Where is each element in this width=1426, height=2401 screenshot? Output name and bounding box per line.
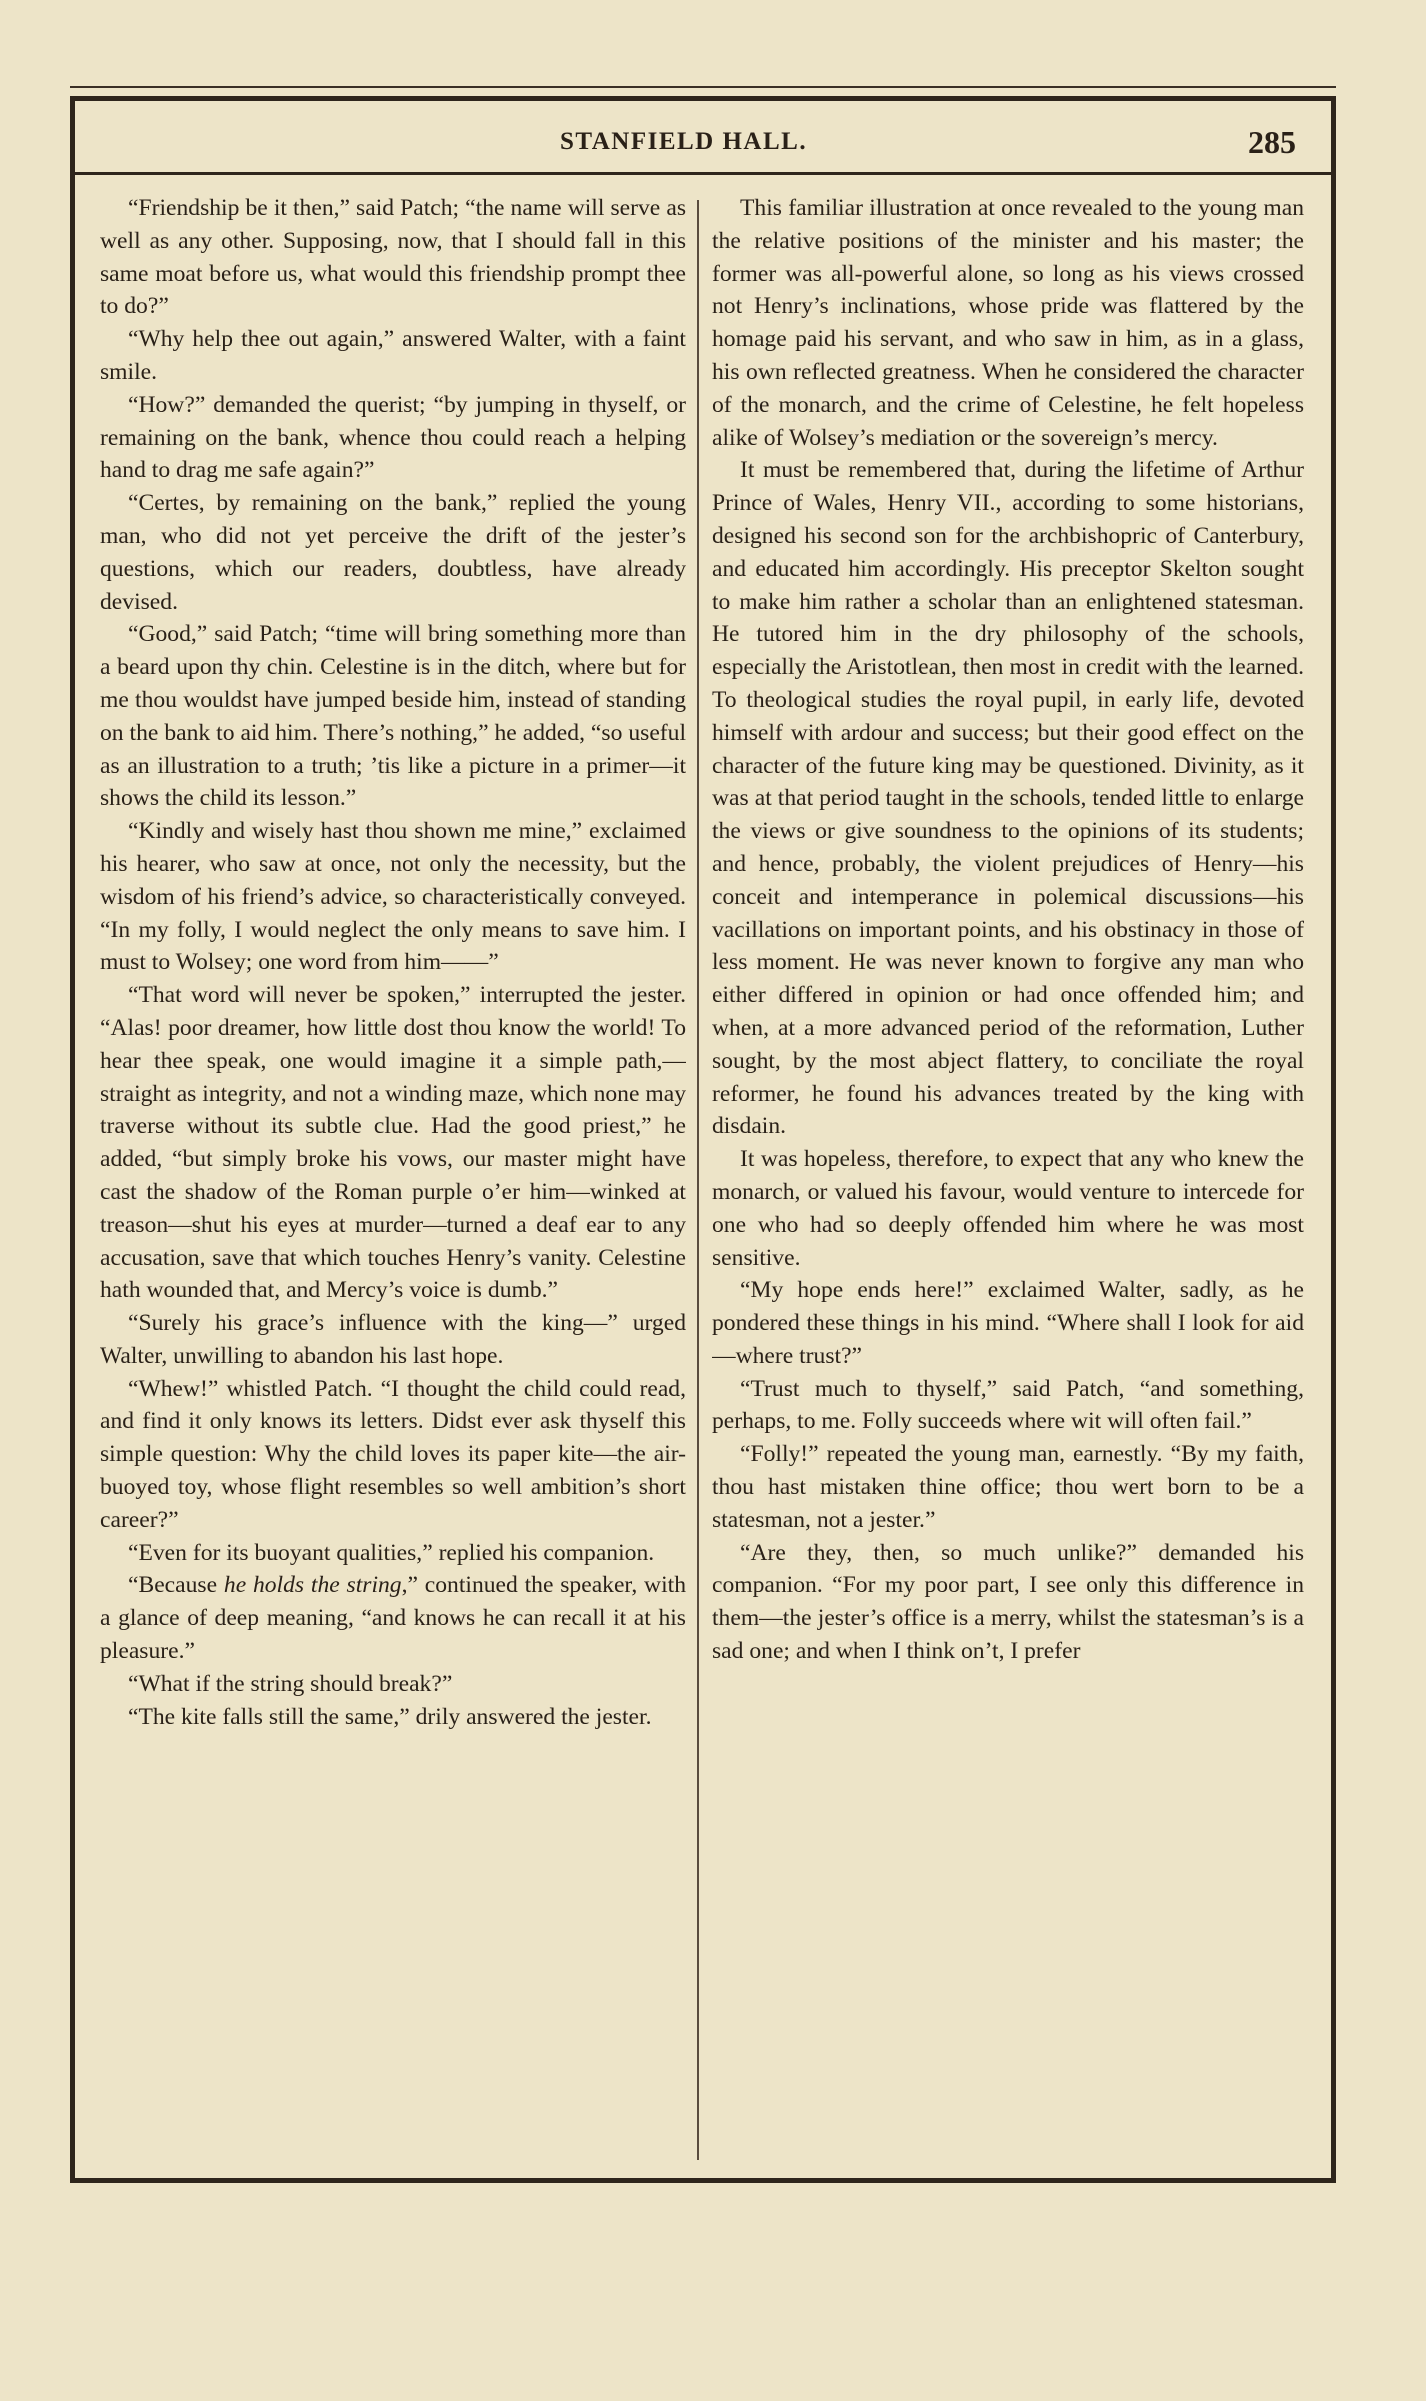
paragraph: “How?” demanded the querist; “by jumping in thyself, or remaining on the bank, whence thou could reach a helping hand to drag me safe again?” <box>100 391 686 484</box>
header-rule <box>70 172 1336 175</box>
paragraph: It was hopeless, therefore, to expect that any who knew the monarch, or valued his favour, would venture to intercede for one who had so deeply offended him where he was most sensitive. <box>712 1146 1304 1271</box>
column-divider <box>697 200 699 2160</box>
paragraph: “What if the string should break?” <box>128 1670 453 1697</box>
kite-text-italic: he holds the string <box>223 1572 402 1599</box>
paragraph: “Certes, by remaining on the bank,” replied the young man, who did not yet perceive the drift of the jester’s questions, which our readers, doubtless, have already devised. <box>100 490 686 615</box>
paragraph: “My hope ends here!” exclaimed Walter, sadly, as he pondered these things in his mind. “Where shall I look for aid—where trust?” <box>712 1277 1304 1369</box>
kite-text-before: “Because <box>128 1572 224 1599</box>
paragraph: “Why help thee out again,” answered Walter, with a faint smile. <box>100 326 686 385</box>
paragraph: It must be remembered that, during the lifetime of Arthur Prince of Wales, Henry VII., according to some historians, designed his second son for the archbishopric of Canterbury, and educated him accordingly. His preceptor Skelton sought to make him rather a scholar than an enlightened statesman. He tutored him in the dry philosophy of the schools, especially the Aristotlean, then most in credit with the learned. To theological studies the royal pupil, in early life, devoted himself with ardour and success; but their good effect on the character of the future king may be questioned. Divinity, as it was at that period taught in the schools, tended little to enlarge the views or give soundness to the opinions of its students; and hence, probably, the violent prejudices of Henry—his conceit and intemperance in polemical discussions—his vacillations on important points, and his obstinacy in those of less moment. He was never known to forgive any man who either differed in opinion or had once offended him; and when, at a more advanced period of the reformation, Luther sought, by the most abject flattery, to conciliate the royal reformer, he found his advances treated by the king with disdain. <box>712 457 1304 1140</box>
paragraph: This familiar illustration at once revealed to the young man the relative positions of the minister and his master; the former was all-powerful alone, so long as his views crossed not Henry’s inclinations, whose pride was flattered by the homage paid his servant, and who saw in him, as in a glass, his own reflected greatness. When he considered the character of the monarch, and the crime of Celestine, he felt hopeless alike of Wolsey’s mediation or the sovereign’s mercy. <box>712 195 1304 451</box>
paragraph: “Whew!” whistled Patch. “I thought the child could read, and find it only knows its letters. Didst ever ask thyself this simple question: Why the child loves its paper kite—the air-buoyed toy, whose flight resembles so well ambition’s short career?” <box>100 1375 686 1533</box>
paragraph: “Friendship be it then,” said Patch; “the name will serve as well as any other. Supposing, now, that I should fall in this same moat before us, what would this friendship prompt thee to do?” <box>100 195 686 320</box>
paragraph: “Kindly and wisely hast thou shown me mine,” exclaimed his hearer, who saw at once, not only the necessity, but the wisdom of his friend’s advice, so characteristically conveyed. “In my folly, I would neglect the only means to save him. I must to Wolsey; one word from him——” <box>100 818 686 976</box>
paragraph: “Good,” said Patch; “time will bring something more than a beard upon thy chin. Celestine is in the ditch, where but for me thou wouldst have jumped beside him, instead of standing on the bank to aid him. There’s nothing,” he added, “so useful as an illustration to a truth; ’tis like a picture in a primer—it shows the child its lesson.” <box>100 621 686 812</box>
bottom-border-rule <box>70 2178 1336 2183</box>
paragraph-kite <box>100 1569 686 1667</box>
paragraph: “Surely his grace’s influence with the king—” urged Walter, unwilling to abandon his last hope. <box>100 1310 686 1369</box>
top-thin-rule <box>70 86 1336 88</box>
right-column <box>712 192 1304 2162</box>
paragraph: “Folly!” repeated the young man, earnestly. “By my faith, thou hast mistaken thine office; thou wert born to be a statesman, not a jester.” <box>712 1441 1304 1533</box>
paragraph: “Are they, then, so much unlike?” demanded his companion. “For my poor part, I see only this difference in them—the jester’s office is a merry, whilst the statesman’s is a sad one; and when I think on’t, I prefer <box>712 1539 1304 1665</box>
right-border-rule <box>1331 96 1336 2183</box>
top-border-rule <box>70 96 1336 101</box>
running-title: STANFIELD HALL. <box>560 128 808 155</box>
paragraph: “That word will never be spoken,” interrupted the jester. “Alas! poor dreamer, how little dost thou know the world! To hear thee speak, one would imagine it a simple path,—straight as integrity, and not a winding maze, which none may traverse without its subtle clue. Had the good priest,” he added, “but simply broke his vows, our master might have cast the shadow of the Roman purple o’er him—winked at treason—shut his eyes at murder—turned a deaf ear to any accusation, save that which touches Henry’s vanity. Celestine hath wounded that, and Mercy’s voice is dumb.” <box>100 982 686 1304</box>
left-border-rule <box>70 96 75 2183</box>
paragraph: “Even for its buoyant qualities,” replied his companion. <box>128 1539 655 1566</box>
kite-text-after: ,” continued the speaker, with a glance of deep meaning, “and knows he can recall it at his pleasure.” <box>100 1572 686 1665</box>
left-column <box>100 192 686 2162</box>
paragraph: “Trust much to thyself,” said Patch, “and something, perhaps, to me. Folly succeeds where wit will often fail.” <box>712 1375 1304 1435</box>
page-number: 285 <box>1248 124 1296 160</box>
paragraph: “The kite falls still the same,” drily answered the jester. <box>128 1703 652 1730</box>
